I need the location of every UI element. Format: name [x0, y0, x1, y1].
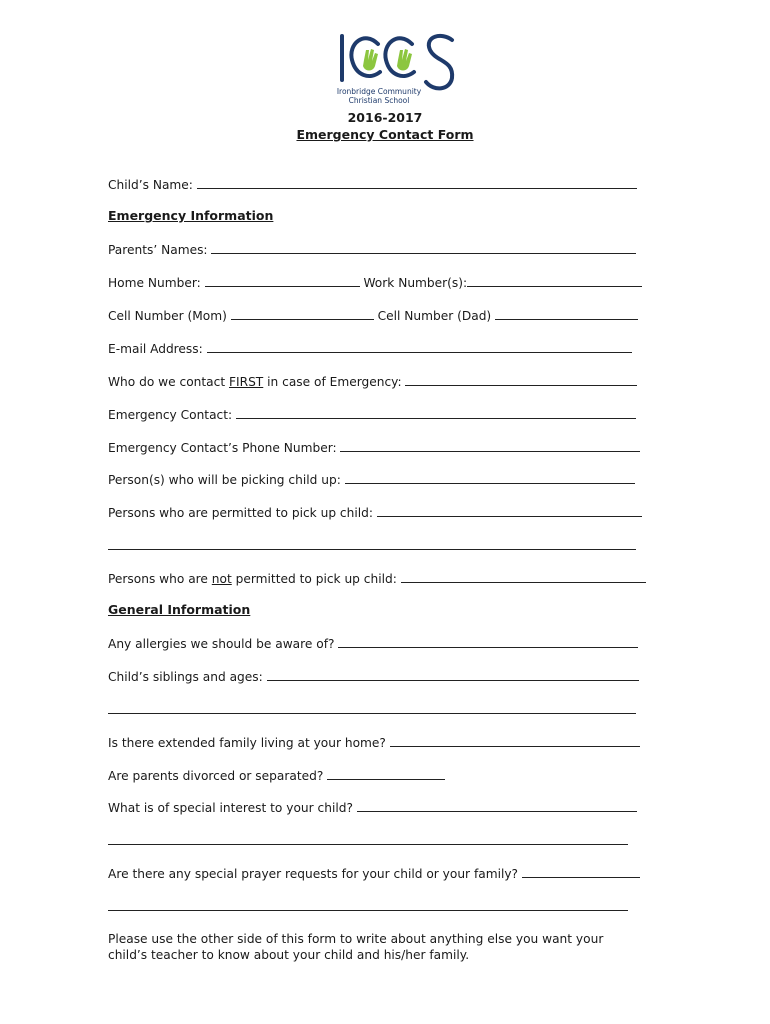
extended-family-label: Is there extended family living at your home?: [108, 736, 386, 750]
not-permitted-label-post: permitted to pick up child:: [231, 572, 397, 586]
childs-name-label: Child’s Name:: [108, 178, 193, 192]
form-title: Emergency Contact Form: [296, 127, 474, 142]
parents-names-field[interactable]: [108, 241, 636, 258]
email-label: E-mail Address:: [108, 342, 203, 356]
contact-first-blank[interactable]: [405, 373, 637, 386]
interest-extra-line[interactable]: [108, 844, 628, 845]
divorced-field[interactable]: [108, 767, 445, 784]
emergency-contact-label: Emergency Contact:: [108, 408, 233, 422]
parents-names-label: Parents’ Names:: [108, 243, 208, 257]
cell-dad-blank[interactable]: [495, 307, 638, 320]
picking-up-label: Person(s) who will be picking child up:: [108, 473, 341, 487]
prayer-extra-line[interactable]: [108, 910, 628, 911]
work-numbers-label: Work Number(s):: [363, 276, 468, 290]
emergency-phone-label: Emergency Contact’s Phone Number:: [108, 441, 337, 455]
childs-name-blank[interactable]: [197, 176, 637, 189]
section-emergency: Emergency Information: [108, 208, 274, 223]
siblings-blank[interactable]: [267, 668, 639, 681]
not-permitted-field[interactable]: [108, 570, 646, 587]
allergies-blank[interactable]: [338, 635, 638, 648]
email-blank[interactable]: [207, 340, 632, 353]
email-field[interactable]: [108, 340, 632, 357]
picking-up-blank[interactable]: [345, 471, 635, 484]
interest-label: What is of special interest to your child?: [108, 801, 353, 815]
interest-field[interactable]: [108, 799, 637, 816]
emergency-phone-blank[interactable]: [340, 439, 640, 452]
contact-first-emphasis: FIRST: [229, 375, 264, 389]
footer-note: Please use the other side of this form to write about anything else you want your child’s teacher to know about your child and his/her family.: [108, 932, 604, 962]
permitted-label: Persons who are permitted to pick up child:: [108, 506, 373, 520]
permitted-field[interactable]: [108, 504, 642, 521]
divorced-label: Are parents divorced or separated?: [108, 769, 324, 783]
not-permitted-blank[interactable]: [401, 570, 646, 583]
contact-first-label-pre: Who do we contact: [108, 375, 229, 389]
siblings-field[interactable]: [108, 668, 639, 685]
prayer-blank[interactable]: [522, 865, 640, 878]
cell-mom-blank[interactable]: [231, 307, 374, 320]
extended-family-blank[interactable]: [390, 734, 640, 747]
allergies-field[interactable]: [108, 635, 638, 652]
not-permitted-label-pre: Persons who are: [108, 572, 212, 586]
logo-line-1: Ironbridge Community: [336, 87, 422, 96]
emergency-contact-field[interactable]: [108, 406, 636, 423]
allergies-label: Any allergies we should be aware of?: [108, 637, 335, 651]
interest-blank[interactable]: [357, 799, 637, 812]
logo-line-2: Christian School: [348, 96, 410, 105]
contact-first-field[interactable]: [108, 373, 637, 390]
work-numbers-blank[interactable]: [467, 274, 642, 287]
emergency-contact-blank[interactable]: [236, 406, 636, 419]
cell-row: [108, 307, 638, 324]
prayer-label: Are there any special prayer requests for your child or your family?: [108, 867, 519, 881]
prayer-field[interactable]: [108, 865, 640, 882]
section-general: General Information: [108, 602, 251, 617]
extended-family-field[interactable]: [108, 734, 640, 751]
divorced-blank[interactable]: [327, 767, 445, 780]
form-year: 2016-2017: [347, 110, 423, 125]
home-number-label: Home Number:: [108, 276, 201, 290]
not-permitted-emphasis: not: [211, 572, 232, 586]
siblings-label: Child’s siblings and ages:: [108, 670, 263, 684]
phone-row: [108, 274, 642, 291]
picking-up-field[interactable]: [108, 471, 635, 488]
parents-names-blank[interactable]: [211, 241, 636, 254]
permitted-extra-line[interactable]: [108, 549, 636, 550]
childs-name-field[interactable]: [108, 176, 637, 193]
emergency-phone-field[interactable]: [108, 439, 640, 456]
siblings-extra-line[interactable]: [108, 713, 636, 714]
permitted-blank[interactable]: [377, 504, 642, 517]
home-number-blank[interactable]: [205, 274, 360, 287]
cell-dad-label: Cell Number (Dad): [377, 309, 492, 323]
cell-mom-label: Cell Number (Mom): [108, 309, 227, 323]
contact-first-label-post: in case of Emergency:: [263, 375, 402, 389]
